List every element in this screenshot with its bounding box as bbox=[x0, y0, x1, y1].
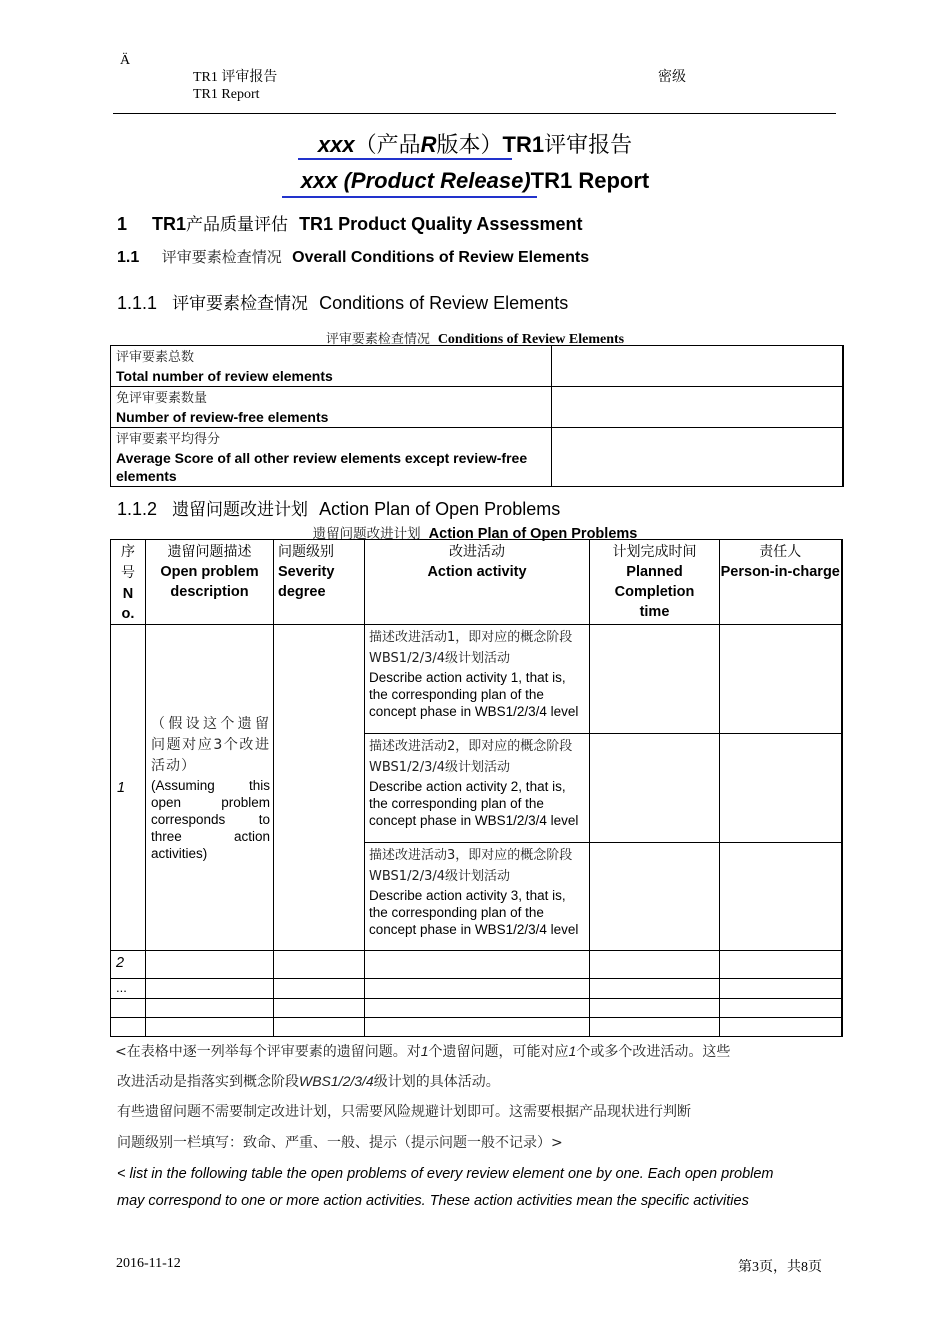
table-row bbox=[111, 951, 842, 979]
section-1-zh: 产品质量评估 bbox=[186, 215, 289, 235]
header-time bbox=[590, 540, 720, 625]
section-1-1-zh: 评审要素检查情况 bbox=[161, 248, 282, 266]
note-p4-text: 问题级别一栏填写：致命、严重、一般、提示（提示问题一般不记录） bbox=[117, 1135, 551, 1151]
table-cell-label bbox=[111, 346, 552, 387]
activity-2-zh: 描述改进活动2，即对应的概念阶段WBS1/2/3/4级计划活动 bbox=[369, 739, 573, 775]
section-1-1-2-num: 1.1.2 bbox=[117, 499, 158, 519]
note-p1 bbox=[115, 1041, 730, 1062]
note-p4-end: > bbox=[551, 1135, 563, 1151]
header-no-en: No. bbox=[121, 586, 135, 622]
row-label-zh: 免评审要素数量 bbox=[116, 391, 208, 406]
table-cell-value bbox=[552, 387, 843, 428]
title-en-underline bbox=[282, 196, 537, 198]
section-1-1-num: 1.1 bbox=[117, 249, 140, 266]
title-zh bbox=[0, 128, 950, 159]
table-row bbox=[111, 346, 843, 387]
activity-3-zh: 描述改进活动3，即对应的概念阶段WBS1/2/3/4级计划活动 bbox=[369, 848, 573, 884]
header-no-zh: 序号 bbox=[121, 544, 135, 581]
row-1-desc-en: (Assuming this open problem corresponds to three action activities) bbox=[151, 777, 270, 861]
header-doc-title-en: TR1 Report bbox=[193, 87, 260, 102]
section-1-1-1-en: Conditions of Review Elements bbox=[319, 293, 569, 313]
activity-cell bbox=[365, 843, 590, 951]
row-label-zh: 评审要素平均得分 bbox=[116, 432, 221, 447]
action-plan-table bbox=[110, 539, 843, 1037]
section-1-num: 1 bbox=[117, 214, 128, 234]
table-header-row bbox=[111, 540, 842, 625]
title-zh-underline bbox=[298, 158, 512, 160]
activity-1-en: Describe action activity 1, that is, the corresponding plan of the concept phase in WBS1/2/3/4 level bbox=[369, 670, 579, 719]
table-1-caption-zh: 评审要素检查情况 bbox=[325, 332, 430, 347]
section-1-heading bbox=[117, 210, 582, 235]
row-2-no: 2 bbox=[111, 951, 146, 979]
note-p1-a: <在表格中逐一列举每个评审要素的遗留问题。对 bbox=[115, 1044, 421, 1060]
note-p2-wbs: WBS1/2/3/4 bbox=[299, 1073, 374, 1089]
section-1-1-1-zh: 评审要素检查情况 bbox=[172, 294, 309, 314]
note-p2-a: 改进活动是指落实到概念阶段 bbox=[117, 1074, 299, 1090]
activity-3-en: Describe action activity 3, that is, the corresponding plan of the concept phase in WBS1/2/3/4 level bbox=[369, 888, 579, 937]
activity-1-zh: 描述改进活动1，即对应的概念阶段WBS1/2/3/4级计划活动 bbox=[369, 630, 573, 666]
title-zh-tr1: TR1 bbox=[502, 132, 545, 157]
row-1-desc bbox=[146, 625, 274, 951]
table-2-caption-en: Action Plan of Open Problems bbox=[428, 526, 638, 542]
person-cell bbox=[720, 843, 842, 951]
header-person-zh: 责任人 bbox=[759, 544, 802, 560]
activity-cell bbox=[365, 625, 590, 734]
title-en bbox=[0, 168, 950, 194]
header-desc-en: Open problem description bbox=[160, 564, 259, 600]
note-p5: < list in the following table the open problems of every review element one by one. Each open problem bbox=[117, 1166, 774, 1182]
header-divider bbox=[113, 113, 836, 114]
time-cell bbox=[590, 625, 720, 734]
title-zh-r: R bbox=[420, 132, 437, 157]
header-person bbox=[720, 540, 842, 625]
time-cell bbox=[590, 734, 720, 843]
header-doc-title-zh: TR1 评审报告 bbox=[193, 70, 278, 85]
section-1-1-2-heading bbox=[117, 495, 560, 520]
row-1-severity bbox=[274, 625, 365, 951]
header-time-zh: 计划完成时间 bbox=[612, 544, 697, 560]
table-row bbox=[111, 387, 843, 428]
table-cell-value bbox=[552, 428, 843, 487]
section-1-en: TR1 Product Quality Assessment bbox=[299, 214, 583, 234]
note-p6: may correspond to one or more action activities. These action activities mean the specific activities bbox=[117, 1193, 749, 1209]
note-p2-b: 级计划的具体活动。 bbox=[373, 1074, 500, 1090]
note-p1-one: 1 bbox=[420, 1043, 429, 1059]
header-activity-zh: 改进活动 bbox=[449, 544, 505, 560]
row-label-zh: 评审要素总数 bbox=[116, 350, 195, 365]
header-activity-en: Action activity bbox=[427, 564, 527, 580]
header-severity-en: Severity degree bbox=[278, 564, 335, 600]
title-en-rest: TR1 Report bbox=[530, 168, 650, 193]
title-zh-version: 版本） bbox=[436, 133, 503, 158]
table-1-caption-en: Conditions of Review Elements bbox=[437, 332, 625, 347]
row-label-en: Number of review-free elements bbox=[116, 409, 329, 425]
table-row bbox=[111, 999, 842, 1018]
table-row bbox=[111, 1018, 842, 1037]
title-en-italic: xxx (Product Release) bbox=[300, 168, 531, 193]
section-1-1-en: Overall Conditions of Review Elements bbox=[292, 249, 590, 266]
header-desc bbox=[146, 540, 274, 625]
row-3-no: ... bbox=[111, 979, 146, 999]
row-1-no: 1 bbox=[111, 625, 146, 951]
review-elements-table bbox=[110, 345, 844, 487]
section-1-1-2-en: Action Plan of Open Problems bbox=[319, 499, 561, 519]
row-label-en: Average Score of all other review elements except review-free elements bbox=[116, 450, 528, 484]
note-p1-c: 个或多个改进活动。这些 bbox=[576, 1044, 731, 1060]
table-row bbox=[111, 428, 843, 487]
header-person-en: Person-in-charge bbox=[720, 564, 840, 580]
section-1-1-heading bbox=[117, 246, 589, 267]
table-row bbox=[111, 625, 842, 734]
activity-cell bbox=[365, 734, 590, 843]
person-cell bbox=[720, 734, 842, 843]
row-1-desc-zh: （假设这个遗留问题对应3个改进活动） bbox=[151, 715, 270, 774]
note-p1-b: 个遗留问题，可能对应 bbox=[428, 1044, 569, 1060]
activity-2-en: Describe action activity 2, that is, the corresponding plan of the concept phase in WBS1/2/3/4 level bbox=[369, 779, 579, 828]
header-desc-zh: 遗留问题描述 bbox=[167, 544, 252, 560]
row-label-en: Total number of review elements bbox=[116, 368, 333, 384]
section-1-1-1-heading bbox=[117, 289, 568, 314]
header-activity bbox=[365, 540, 590, 625]
title-zh-prefix: xxx bbox=[317, 132, 355, 157]
table-row bbox=[111, 979, 842, 999]
section-1-tr1: TR1 bbox=[152, 214, 187, 234]
title-zh-paren: （产品 bbox=[354, 133, 421, 158]
footer-date: 2016-11-12 bbox=[116, 1256, 181, 1271]
table-cell-label bbox=[111, 387, 552, 428]
table-2-caption-zh: 遗留问题改进计划 bbox=[312, 526, 421, 542]
header-mark: Ä bbox=[120, 53, 131, 68]
note-p2 bbox=[117, 1071, 500, 1092]
title-zh-suffix: 评审报告 bbox=[544, 133, 633, 158]
table-cell-value bbox=[552, 346, 843, 387]
note-p3: 有些遗留问题不需要制定改进计划，只需要风险规避计划即可。这需要根据产品现状进行判断 bbox=[117, 1104, 691, 1120]
person-cell bbox=[720, 625, 842, 734]
section-1-1-2-zh: 遗留问题改进计划 bbox=[172, 500, 309, 520]
time-cell bbox=[590, 843, 720, 951]
header-severity-zh: 问题级别 bbox=[278, 544, 334, 560]
header-classification: 密级 bbox=[658, 70, 686, 85]
note-p1-one2: 1 bbox=[568, 1043, 577, 1059]
header-no bbox=[111, 540, 146, 625]
note-p4 bbox=[117, 1133, 563, 1153]
footer-page: 第3页，共8页 bbox=[738, 1260, 822, 1275]
section-1-1-1-num: 1.1.1 bbox=[117, 293, 158, 313]
table-cell-label bbox=[111, 428, 552, 487]
header-severity bbox=[274, 540, 365, 625]
header-time-en: Planned Completion time bbox=[614, 564, 695, 620]
